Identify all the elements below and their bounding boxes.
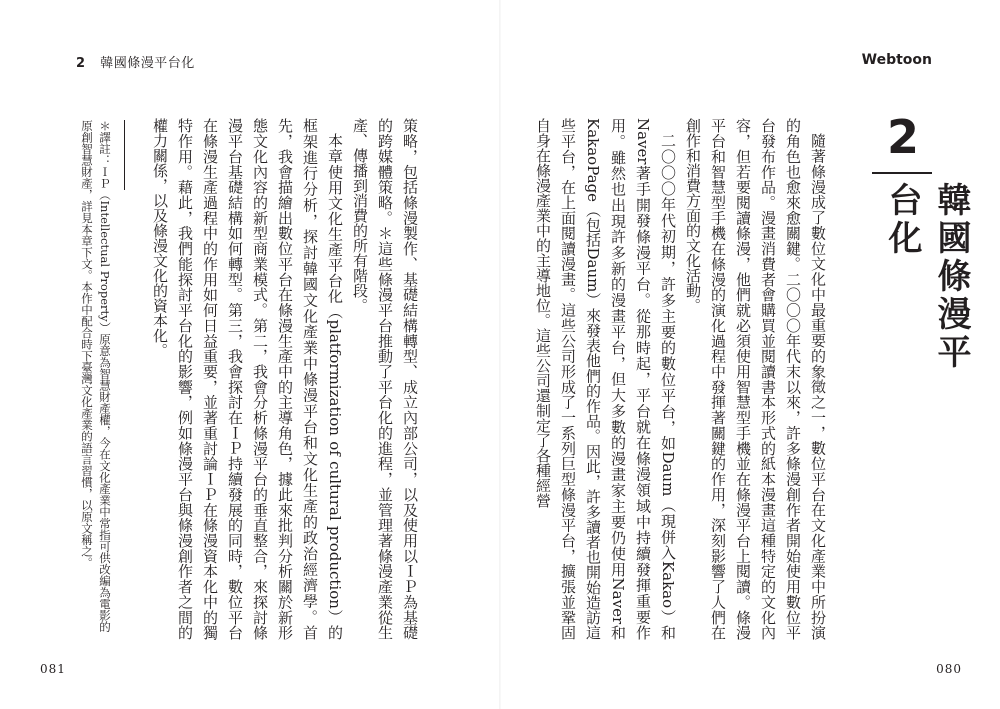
- left-header-chapter-title: 韓國條漫平台化: [100, 56, 195, 71]
- right-page-body: [534, 118, 830, 640]
- left-header-chapter-number: 2: [76, 56, 86, 71]
- left-paragraph-1: 策略，包括條漫製作、基礎結構轉型、成立內部公司，以及使用以ＩＰ為基礎的跨媒體策略。＊這些條漫平台推動了平台化的進程，並管理著條漫產業從生產、傳播到消費的所有階段。: [351, 118, 419, 640]
- footnote-separator: [124, 120, 125, 190]
- translator-footnote: ＊譯註：ＩＰ（Intellectual Property）原意為智慧財產權，今在文化產業中常指可供改編為電影的原創智慧財產，詳見本章下文。本作中配合時下臺灣文化產業的語言習慣，以原文稱之。: [80, 120, 112, 633]
- left-running-header: [76, 52, 195, 71]
- left-page-number: 081: [40, 662, 66, 676]
- book-gutter: [499, 0, 501, 709]
- chapter-title: 韓國條漫平台化: [882, 182, 971, 372]
- left-page-body: [151, 118, 422, 640]
- right-running-header: Webtoon: [861, 52, 932, 68]
- right-paragraph-1: 隨著條漫成了數位文化中最重要的象徵之一，數位平台在文化產業中所扮演的角色也愈來愈關鍵。二〇〇〇年代末以來，許多條漫創作者開始使用數位平台發布作品。漫畫消費者會購買並閱讀書本形式的紙本漫畫這種特定的文化內容，但若要閱讀條漫，他們就必須使用智慧型手機並在條漫平台上閱讀。條漫平台和智慧型手機在條漫的演化過程中發揮著關鍵的作用，深刻影響了人們在創作和消費方面的文化活動。: [684, 118, 827, 640]
- chapter-rule: [872, 172, 932, 174]
- left-paragraph-2: 本章使用文化生產平台化（platformization of cultural production）的框架進行分析，探討韓國文化產業中條漫平台和文化生產的政治經濟學。首先，我會描繪出數位平台在條漫生產中的主導角色，據此來批判分析關於新形態文化內容的新型商業模式。第二，我會分析條漫平台的垂直整合，來探討條漫平台基礎結構如何轉型。第三，我會探討在ＩＰ持續發展的同時，數位平台在條漫生產過程中的作用如何日益重要，並著重討論ＩＰ在條漫資本化中的獨特作用。藉此，我們能探討平台化的影響，例如條漫平台與條漫創作者之間的權力關係，以及條漫文化的資本化。: [151, 118, 344, 640]
- chapter-number: 2: [886, 110, 919, 164]
- right-page-number: 080: [936, 662, 962, 676]
- right-paragraph-2: 二〇〇〇年代初期，許多主要的數位平台，如Daum（現併入Kakao）和Naver著手開發條漫平台。從那時起，平台就在條漫領域中持續發揮重要作用。雖然也出現許多新的漫畫平台，但大多數的漫畫家主要仍使用Naver和KakaoPage（包括Daum）來發表他們的作品。因此，許多讀者也開始造訪這些平台，在上面閱讀漫畫。這些公司形成了一系列巨型條漫平台，擴張並鞏固自身在條漫產業中的主導地位。這些公司還制定了各種經營: [534, 118, 677, 640]
